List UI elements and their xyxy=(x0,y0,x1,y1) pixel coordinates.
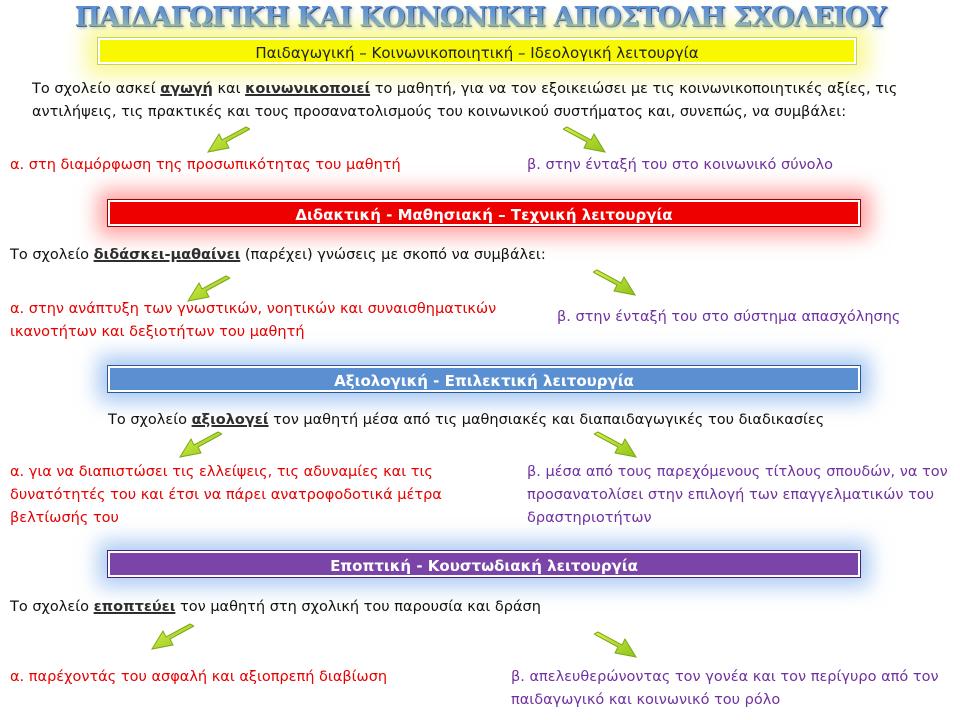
banner-evaluative: Αξιολογική - Επιλεκτική λειτουργία xyxy=(108,366,860,392)
banner-supervisory: Εποπτική - Κουστωδιακή λειτουργία xyxy=(108,551,860,577)
arrow-down-left-icon xyxy=(178,430,222,460)
arrow-down-right-icon xyxy=(563,125,607,155)
keyword-didaskei: διδάσκει-μαθαίνει xyxy=(93,247,241,263)
point-b-pedagogical: β. στην ένταξή του στο κοινωνικό σύνολο xyxy=(527,157,834,173)
keyword-koinonikopoiei: κοινωνικοποιεί xyxy=(245,81,371,97)
point-a-supervisory: α. παρέχοντάς του ασφαλή και αξιοπρεπή διαβίωση xyxy=(10,669,388,685)
point-b-supervisory: β. απελευθερώνοντας τον γονέα και τον περίγυρο από τον παιδαγωγικό και κοινωνικό του ρόλο xyxy=(511,669,939,708)
intro-didactic: Το σχολείο διδάσκει-μαθαίνει (παρέχει) γνώσεις με σκοπό να συμβάλει: xyxy=(10,247,546,263)
point-a-didactic: α. στην ανάπτυξη των γνωστικών, νοητικών και συναισθηματικών ικανοτήτων και δεξιοτήτων του μαθητή xyxy=(10,301,497,340)
banner-didactic: Διδακτική - Μαθησιακή – Τεχνική λειτουργία xyxy=(108,200,860,226)
point-a-pedagogical: α. στη διαμόρφωση της προσωπικότητας του μαθητή xyxy=(10,157,401,173)
keyword-axiologei: αξιολογεί xyxy=(191,412,269,428)
point-b-evaluative: β. μέσα από τους παρεχόμενους τίτλους σπουδών, να τον προσανατολίσει στην επιλογή των επαγγελματικών του δραστηριοτήτων xyxy=(527,464,948,526)
arrow-down-right-icon xyxy=(593,268,637,298)
keyword-agogi: αγωγή xyxy=(160,81,213,97)
intro-evaluative: Το σχολείο αξιολογεί τον μαθητή μέσα από τις μαθησιακές και διαπαιδαγωγικές του διαδικασίες xyxy=(108,412,825,428)
keyword-epopteuei: εποπτεύει xyxy=(93,599,176,615)
point-b-didactic: β. στην ένταξή του στο σύστημα απασχόλησης xyxy=(557,309,901,325)
point-a-evaluative: α. για να διαπιστώσει τις ελλείψεις, τις αδυναμίες και τις δυνατότητές του και έτσι να πάρει ανατροφοδοτικά μέτρα βελτίωσής του xyxy=(10,464,442,526)
page-title: ΠΑΙΔΑΓΩΓΙΚΗ ΚΑΙ ΚΟΙΝΩΝΙΚΗ ΑΠΟΣΤΟΛΗ ΣΧΟΛΕΙΟΥ xyxy=(74,2,886,33)
arrow-down-left-icon xyxy=(206,125,250,155)
arrow-down-left-icon xyxy=(150,622,194,652)
arrow-down-right-icon xyxy=(594,430,638,460)
arrow-down-right-icon xyxy=(594,630,638,660)
intro-supervisory: Το σχολείο εποπτεύει τον μαθητή στη σχολική του παρουσία και δράση xyxy=(10,599,541,615)
banner-pedagogical: Παιδαγωγική – Κοινωνικοποιητική – Ιδεολογική λειτουργία xyxy=(98,38,856,64)
intro-pedagogical: Το σχολείο ασκεί αγωγή και κοινωνικοποιεί το μαθητή, για να τον εξοικειώσει με τις κοινωνικοποιητικές αξίες, τις αντιλήψεις, τις πρακτικές και τους προσανατολισμούς του κοινωνικού συστήματος και, συνεπώς, να συμβάλει: xyxy=(32,81,898,120)
